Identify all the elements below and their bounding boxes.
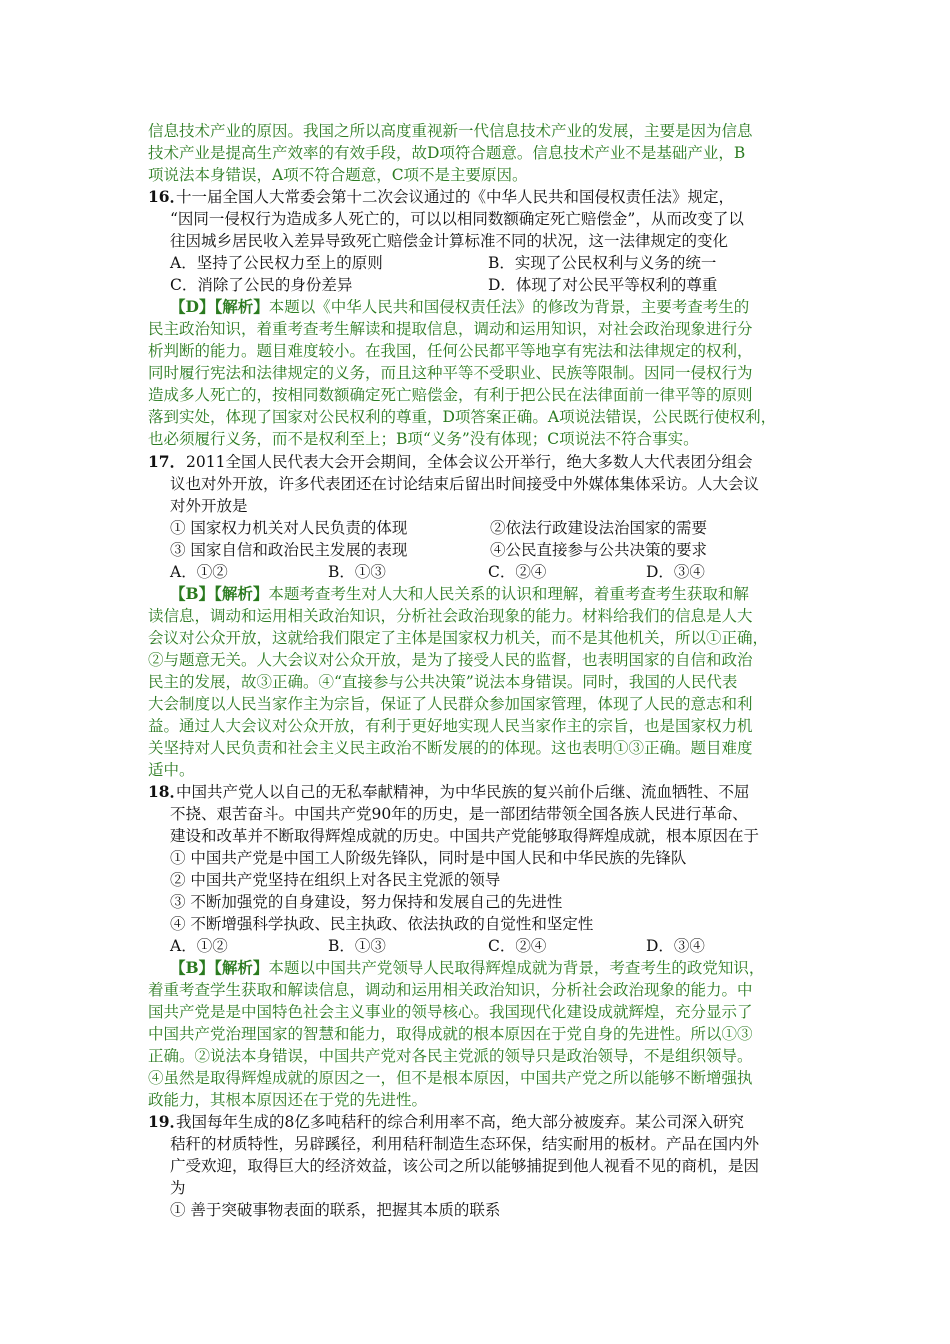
- question-18-stem-line: 中国共产党人以自己的无私奉献精神，为中华民族的复兴前仆后继、流血牺牲、不屈: [176, 783, 750, 801]
- question-17-stem-line: 议也对外开放，许多代表团还在讨论结束后留出时间接受中外媒体集体采访。人大会议: [170, 475, 760, 493]
- question-16-stem-line: 十一届全国人大常委会第十二次会议通过的《中华人民共和国侵权责任法》规定，: [176, 188, 735, 206]
- question-19-stem-line: 秸秆的材质特性，另辟蹊径，利用秸秆制造生态环保，结实耐用的板材。产品在国内外: [170, 1135, 760, 1153]
- answer-tag: 【D】【解析】: [170, 297, 269, 316]
- prev-analysis-line: 项说法本身错误，A项不符合题意，C项不是主要原因。: [148, 166, 528, 184]
- answer-tag: 【B】【解析】: [170, 584, 269, 603]
- question-17-item-4: ④公民直接参与公共决策的要求: [490, 541, 708, 559]
- question-18-stem-line: 不挠、艰苦奋斗。中国共产党90年的历史，是一部团结带领全国各族人民进行革命、: [170, 805, 748, 823]
- question-17-analysis-line: 民主的发展，故③正确。④“直接参与公共决策”说法本身错误。同时，我国的人民代表: [148, 673, 738, 691]
- question-18-analysis-line: 国共产党是是中国特色社会主义事业的领导核心。我国现代化建设成就辉煌，充分显示了: [148, 1003, 753, 1021]
- question-18-number: 18．: [148, 782, 186, 801]
- question-17-option-c: C．②④: [488, 563, 547, 581]
- question-19-item: ① 善于突破事物表面的联系，把握其本质的联系: [170, 1201, 501, 1219]
- question-17-option-a: A．①②: [170, 563, 228, 581]
- question-16-analysis-line: 民主政治知识，着重考查考生解读和提取信息，调动和运用知识，对社会政治现象进行分: [148, 320, 753, 338]
- question-18-analysis-line: 政能力，其根本原因还在于党的先进性。: [148, 1091, 428, 1109]
- question-19-stem-line: 我国每年生成的8亿多吨秸秆的综合利用率不高，绝大部分被废弃。某公司深入研究: [176, 1113, 744, 1131]
- question-19-stem-line: 广受欢迎，取得巨大的经济效益，该公司之所以能够捕捉到他人视看不见的商机，是因: [170, 1157, 760, 1175]
- analysis-text: 本题以中国共产党领导人民取得辉煌成就为背景，考查考生的政党知识，: [268, 959, 765, 977]
- question-17-stem-line: 对外开放是: [170, 497, 248, 515]
- question-16-number: 16．: [148, 187, 186, 206]
- question-16-stem-line: 往因城乡居民收入差异导致死亡赔偿金计算标准不同的状况，这一法律规定的变化: [170, 232, 729, 250]
- question-17-analysis-line: 关坚持对人民负责和社会主义民主政治不断发展的的体现。这也表明①③正确。题目难度: [148, 739, 753, 757]
- question-17-analysis-line: ②与题意无关。人大会议对公众开放，是为了接受人民的监督，也表明国家的自信和政治: [148, 651, 753, 669]
- question-18-option-d: D．③④: [646, 937, 705, 955]
- question-16-option-c: C．消除了公民的身份差异: [170, 276, 353, 294]
- question-16-analysis-line: 同时履行宪法和法律规定的义务，而且这种平等不受职业、民族等限制。因同一侵权行为: [148, 364, 753, 382]
- question-17-option-d: D．③④: [646, 563, 705, 581]
- question-17-analysis-line: 会议对公众开放，这就给我们限定了主体是国家权力机关，而不是其他机关，所以①正确，: [148, 629, 769, 647]
- question-19-stem-line: 为: [170, 1179, 186, 1197]
- question-16-analysis-line: 落到实处，体现了国家对公民权利的尊重，D项答案正确。A项说法错误，公民既行使权利，: [148, 408, 777, 426]
- analysis-text: 本题考查考生对人大和人民关系的认识和理解，着重考查考生获取和解: [268, 585, 749, 603]
- question-18-analysis-first: [170, 958, 764, 978]
- question-16-option-d: D．体现了对公民平等权利的尊重: [488, 276, 718, 294]
- question-17-analysis-line: 读信息，调动和运用相关政治知识，分析社会政治现象的能力。材料给我们的信息是人大: [148, 607, 753, 625]
- question-17-option-b: B．①③: [328, 563, 386, 581]
- question-18-option-a: A．①②: [170, 937, 228, 955]
- question-17-number: 17．: [148, 452, 186, 471]
- question-19-number: 19．: [148, 1112, 186, 1131]
- question-18-item: ③ 不断加强党的自身建设，努力保持和发展自己的先进性: [170, 893, 563, 911]
- question-18-stem-line: 建设和改革并不断取得辉煌成就的历史。中国共产党能够取得辉煌成就，根本原因在于: [170, 827, 760, 845]
- answer-tag: 【B】【解析】: [170, 958, 269, 977]
- question-18-analysis-line: 中国共产党治理国家的智慧和能力，取得成就的根本原因在于党自身的先进性。所以①③: [148, 1025, 753, 1043]
- question-18-analysis-line: 着重考查学生获取和解读信息，调动和运用相关政治知识，分析社会政治现象的能力。中: [148, 981, 753, 999]
- question-16-analysis-first: [170, 297, 749, 317]
- question-17-item-2: ②依法行政建设法治国家的需要: [490, 519, 708, 537]
- question-18-item: ① 中国共产党是中国工人阶级先锋队，同时是中国人民和中华民族的先锋队: [170, 849, 687, 867]
- question-16-option-b: B．实现了公民权利与义务的统一: [488, 254, 717, 272]
- question-17-stem-line: 2011全国人民代表大会开会期间，全体会议公开举行，绝大多数人大代表团分组会: [186, 453, 753, 471]
- question-17-item-1: ① 国家权力机关对人民负责的体现: [170, 519, 408, 537]
- question-18-option-b: B．①③: [328, 937, 386, 955]
- question-18-item: ④ 不断增强科学执政、民主执政、依法执政的自觉性和坚定性: [170, 915, 594, 933]
- analysis-text: 本题以《中华人民共和国侵权责任法》的修改为背景，主要考查考生的: [268, 298, 750, 316]
- question-18-analysis-line: ④虽然是取得辉煌成就的原因之一，但不是根本原因，中国共产党之所以能够不断增强执: [148, 1069, 753, 1087]
- question-17-analysis-first: [170, 584, 749, 604]
- question-18-option-c: C．②④: [488, 937, 547, 955]
- question-16-analysis-line: 也必须履行义务，而不是权利至上；B项“义务”没有体现；C项说法不符合事实。: [148, 430, 699, 448]
- prev-analysis-line: 信息技术产业的原因。我国之所以高度重视新一代信息技术产业的发展，主要是因为信息: [148, 122, 753, 140]
- question-16-analysis-line: 造成多人死亡的，按相同数额确定死亡赔偿金，有利于把公民在法律面前一律平等的原则: [148, 386, 753, 404]
- question-18-analysis-line: 正确。②说法本身错误，中国共产党对各民主党派的领导只是政治领导，不是组织领导。: [148, 1047, 753, 1065]
- question-16-analysis-line: 析判断的能力。题目难度较小。在我国，任何公民都平等地享有宪法和法律规定的权利，: [148, 342, 753, 360]
- question-17-analysis-line: 大会制度以人民当家作主为宗旨，保证了人民群众参加国家管理，体现了人民的意志和利: [148, 695, 753, 713]
- question-17-analysis-line: 益。通过人大会议对公众开放，有利于更好地实现人民当家作主的宗旨，也是国家权力机: [148, 717, 753, 735]
- question-17-analysis-line: 适中。: [148, 761, 195, 779]
- question-17-item-3: ③ 国家自信和政治民主发展的表现: [170, 541, 408, 559]
- question-16-option-a: A．坚持了公民权力至上的原则: [170, 254, 383, 272]
- prev-analysis-line: 技术产业是提高生产效率的有效手段，故D项符合题意。信息技术产业不是基础产业，B: [148, 144, 746, 162]
- question-18-item: ② 中国共产党坚持在组织上对各民主党派的领导: [170, 871, 501, 889]
- question-16-stem-line: “因同一侵权行为造成多人死亡的，可以以相同数额确定死亡赔偿金”，从而改变了以: [170, 210, 744, 228]
